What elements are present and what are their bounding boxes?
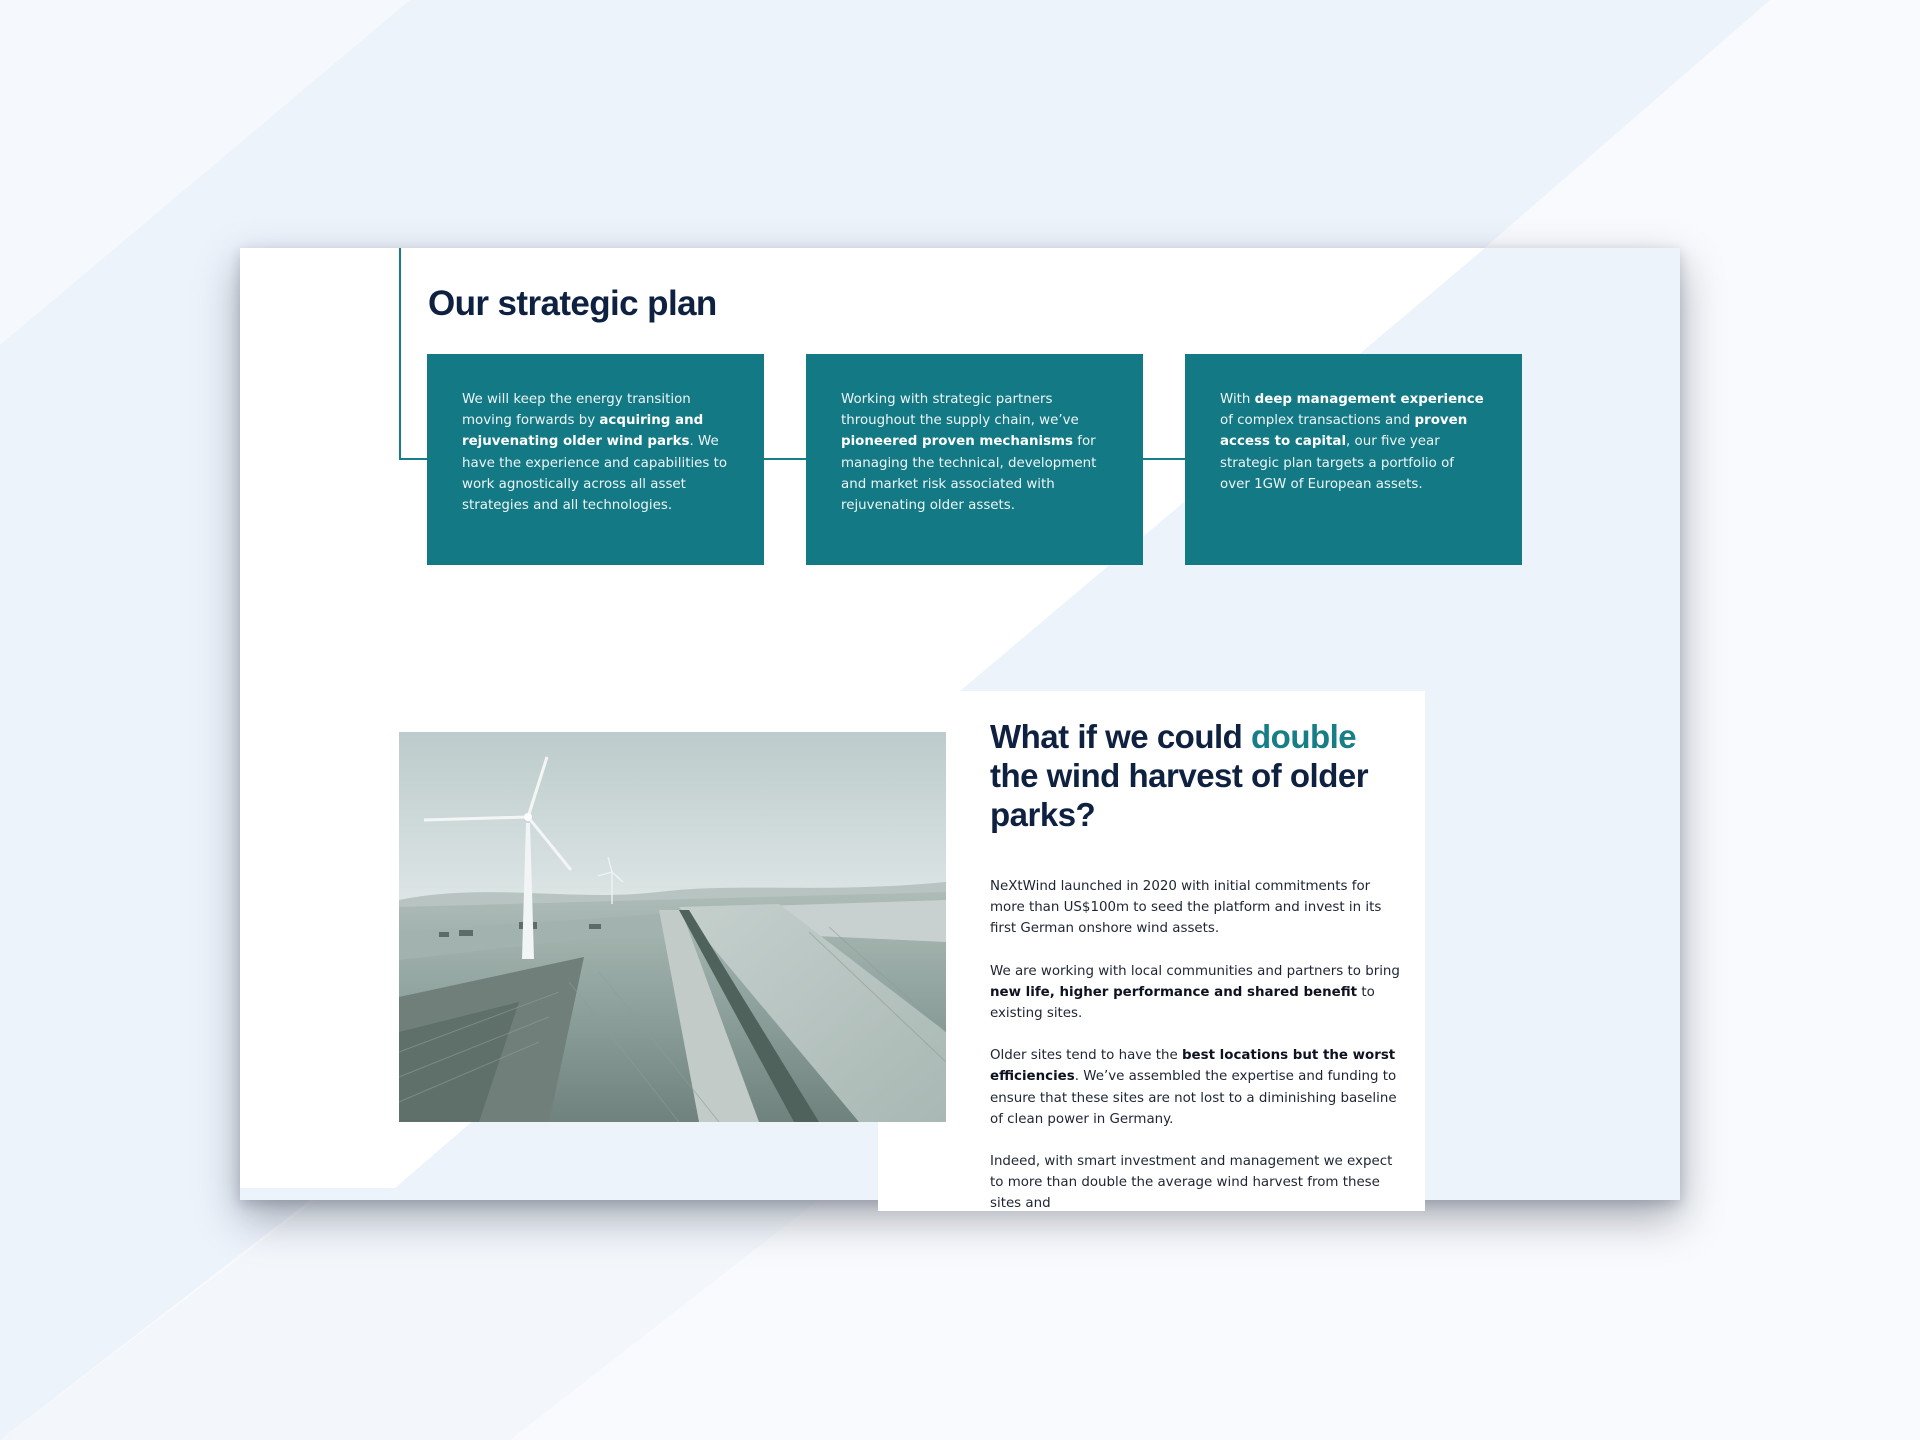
website-screenshot <box>240 248 1680 1212</box>
card-text: of complex transactions and <box>1220 413 1415 429</box>
double-harvest-body <box>990 876 1400 1236</box>
paragraph-launch <box>990 876 1400 940</box>
plan-card-management <box>1185 354 1522 565</box>
wind-turbine-landscape-icon <box>399 732 946 1122</box>
paragraph-text: to existing sites. <box>990 984 1375 1022</box>
card-text: . We have the experience and capabilities to work agnostically across all asset strategies and all technologies. <box>462 434 728 514</box>
paragraph-text: Older sites tend to have the <box>990 1048 1182 1064</box>
card-text: Working with strategic partners throughout the supply chain, we’ve <box>841 392 1079 429</box>
timeline-vertical-line <box>399 248 401 460</box>
heading-accent-text: double <box>1251 718 1357 755</box>
card-text-bold: proven access to capital <box>1220 413 1468 450</box>
paragraph-bold: best locations but the worst efficiencies <box>990 1048 1396 1085</box>
strategic-plan-title: Our strategic plan <box>428 284 717 323</box>
card-text-bold: acquiring and rejuvenating older wind parks <box>462 413 704 450</box>
paragraph-text: We are working with local communities and partners to bring <box>990 963 1400 979</box>
card-text: , our five year strategic plan targets a portfolio of over 1GW of European assets. <box>1220 434 1454 492</box>
card-text: With <box>1220 392 1255 407</box>
paragraph-older-sites <box>990 1045 1400 1130</box>
paragraph-communities <box>990 961 1400 1025</box>
paragraph-text: NeXtWind launched in 2020 with initial commitments for more than US$100m to seed the platform and invest in its first German onshore wind assets. <box>990 879 1382 937</box>
paragraph-text: Indeed, with smart investment and management we expect to more than double the average wind harvest from these sites and <box>990 1154 1393 1212</box>
paragraph-smart-investment <box>990 1151 1400 1215</box>
plan-card-partners <box>806 354 1143 565</box>
paragraph-text: . We’ve assembled the expertise and funding to ensure that these sites are not lost to a diminishing baseline of clean power in Germany. <box>990 1069 1397 1127</box>
plan-card-acquiring <box>427 354 764 565</box>
card-text: for managing the technical, development and market risk associated with rejuvenating older assets. <box>841 434 1097 514</box>
card-text-bold: pioneered proven mechanisms <box>841 434 1073 450</box>
card-text: We will keep the energy transition moving forwards by <box>462 392 691 429</box>
heading-text: the wind harvest of older parks? <box>990 757 1369 833</box>
heading-text: What if we could <box>990 718 1251 755</box>
wind-turbine-photo <box>399 732 946 1122</box>
paragraph-bold: new life, higher performance and shared benefit <box>990 984 1358 1000</box>
card-text-bold: deep management experience <box>1254 392 1484 407</box>
double-harvest-heading <box>990 717 1400 834</box>
